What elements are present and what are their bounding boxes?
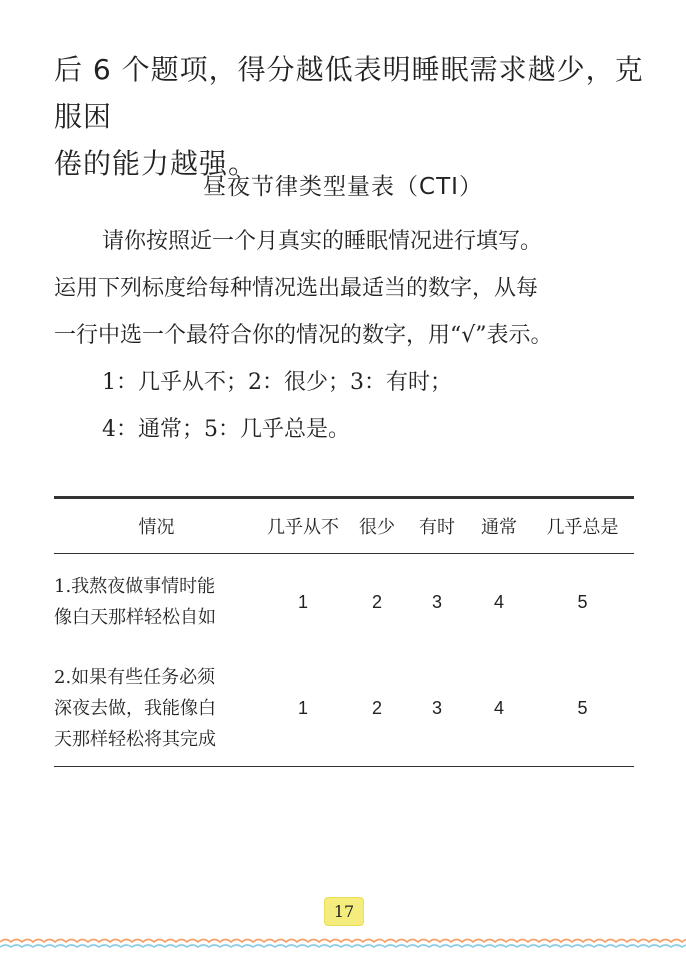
instructions-line-1: 请你按照近一个月真实的睡眠情况进行填写。 <box>102 229 543 254</box>
score-option-3[interactable]: 3 <box>431 591 442 612</box>
score-option-4[interactable]: 4 <box>493 591 504 612</box>
situation-line: 1.我熬夜做事情时能 <box>54 576 216 597</box>
header-almost-never: 几乎从不 <box>259 499 347 554</box>
situation-cell <box>54 650 259 767</box>
score-option-2[interactable]: 2 <box>347 650 407 767</box>
scale-title: 昼夜节律类型量表（CTI） <box>203 174 483 200</box>
intro-line-1: 后 6 个题项，得分越低表明睡眠需求越少，克服困 <box>54 53 644 133</box>
score-option-3[interactable]: 3 <box>407 650 467 767</box>
scale-legend-1: 1：几乎从不；2：很少；3：有时； <box>102 370 452 395</box>
table-row <box>54 554 634 651</box>
page-number: 17 <box>325 898 363 925</box>
header-situation: 情况 <box>54 499 259 554</box>
instructions-line-3: 一行中选一个最符合你的情况的数字，用“√”表示。 <box>54 323 553 348</box>
wave-line-orange <box>0 940 686 943</box>
header-rarely: 很少 <box>347 499 407 554</box>
header-usually: 通常 <box>467 499 531 554</box>
wave-line-blue <box>0 945 686 947</box>
score-option-1[interactable]: 1 <box>259 650 347 767</box>
situation-line: 深夜去做，我能像白 <box>54 697 216 719</box>
scale-legend-2: 4：通常；5：几乎总是。 <box>102 417 350 442</box>
score-option-5[interactable]: 5 <box>531 650 634 767</box>
cti-table <box>54 496 634 767</box>
table-header-row <box>54 499 634 554</box>
intro-paragraph <box>54 46 644 187</box>
instructions-line-2: 运用下列标度给每种情况选出最适当的数字，从每 <box>54 276 539 301</box>
header-almost-always: 几乎总是 <box>531 499 634 554</box>
table-row <box>54 650 634 767</box>
score-option-5[interactable]: 5 <box>577 591 588 612</box>
decorative-wave-border <box>0 936 686 952</box>
instructions <box>54 218 638 453</box>
header-sometimes: 有时 <box>407 499 467 554</box>
situation-line: 天那样轻松将其完成 <box>54 728 216 750</box>
score-option-1[interactable]: 1 <box>297 591 308 612</box>
score-option-4[interactable]: 4 <box>467 650 531 767</box>
intro-line-2: 倦的能力越强。 <box>54 147 258 180</box>
situation-line: 像白天那样轻松自如 <box>54 607 216 628</box>
situation-line: 2.如果有些任务必须 <box>54 666 216 688</box>
situation-cell <box>54 554 259 651</box>
score-option-2[interactable]: 2 <box>371 591 382 612</box>
